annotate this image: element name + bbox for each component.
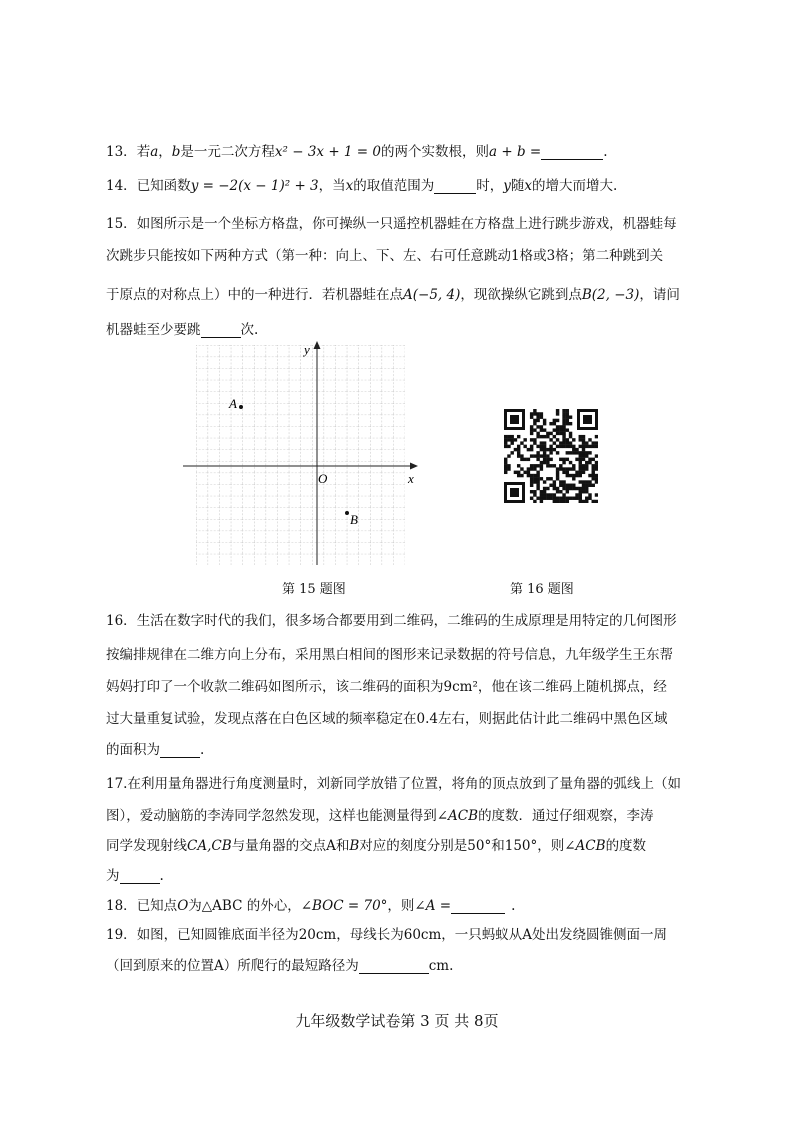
answer-blank-14[interactable] [434, 178, 476, 194]
point-b [345, 511, 349, 515]
grid-lines [196, 345, 405, 565]
question-15-line-3: 于原点的对称点上）中的一种进行．若机器蛙在点A(−5, 4)，现欲操纵它跳到点B(2, −3)，请问 [106, 287, 680, 303]
qr-code-figure [504, 409, 598, 503]
question-15-line-1: 15．如图所示是一个坐标方格盘，你可操纵一只遥控机器蛙在方格盘上进行跳步游戏，机器蛙每 [106, 216, 677, 232]
question-19-line-2: （回到原来的位置A）所爬行的最短路径为 cm. [106, 958, 454, 974]
answer-blank-15[interactable] [201, 322, 241, 338]
angle-boc: ∠BOC = 70° [300, 898, 388, 914]
question-17-line-3: 同学发现射线CA,CB与量角器的交点A和B对应的刻度分别是50°和150°，则∠ACB的度数 [106, 838, 647, 854]
question-16-line-1: 16．生活在数字时代的我们，很多场合都要用到二维码，二维码的生成原理是用特定的几何图形 [106, 613, 677, 629]
question-16-line-3: 妈妈打印了一个收款二维码如图所示，该二维码的面积为9cm²，他在该二维码上随机掷点，经 [106, 679, 667, 695]
question-17-line-2: 图），爱动脑筋的李涛同学忽然发现，这样也能测量得到∠ACB的度数．通过仔细观察，李涛 [106, 808, 654, 824]
q13-number: 13． [106, 144, 137, 160]
question-15-line-4: 机器蛙至少要跳 次. [106, 322, 259, 338]
question-19-line-1: 19．如图，已知圆锥底面半径为20cm，母线长为60cm，一只蚂蚁从A处出发绕圆锥侧面一周 [106, 927, 668, 943]
question-16-line-4: 过大量重复试验，发现点落在白色区域的频率稳定在0.4左右，则据此估计此二维码中黑色区域 [106, 711, 668, 727]
q14-function: y = −2(x − 1)² + 3 [190, 178, 319, 194]
answer-blank-19[interactable] [359, 958, 429, 974]
q17-number: 17. [106, 776, 128, 792]
figure-16-caption: 第 16 题图 [510, 582, 574, 597]
q13-equation: x² − 3x + 1 = 0 [274, 144, 381, 160]
q14-number: 14． [106, 178, 137, 194]
x-axis-label: x [408, 471, 414, 486]
origin-label: O [318, 471, 328, 486]
question-17-line-1: 17.在利用量角器进行角度测量时，刘新同学放错了位置，将角的顶点放到了量角器的弧线上（如 [106, 776, 681, 792]
point-a-coords: A(−5, 4) [403, 287, 461, 303]
cone-radius: 20cm [298, 927, 337, 943]
question-16-line-5: 的面积为 . [106, 742, 205, 758]
coordinate-grid-figure [178, 338, 424, 570]
question-18: 18．已知点O为△ABC 的外心，∠BOC = 70°，则∠A = . [106, 898, 516, 914]
point-a-label: A [229, 396, 237, 411]
answer-blank-18[interactable] [451, 898, 505, 914]
point-a [239, 405, 243, 409]
q16-number: 16． [106, 613, 137, 629]
question-16-line-2: 按编排规律在二维方向上分布，采用黑白相间的图形来记录数据的符号信息，九年级学生王东帮 [106, 647, 673, 663]
cone-slant: 60cm [403, 927, 442, 943]
question-14: 14．已知函数y = −2(x − 1)² + 3，当x的取值范围为 时，y随x的增大而增大. [106, 178, 618, 194]
white-frequency: 0.4 [416, 711, 438, 727]
y-axis-label: y [304, 342, 310, 357]
x-axis-arrow [410, 463, 418, 470]
point-b-coords: B(2, −3) [581, 287, 640, 303]
question-17-line-4: 为 . [106, 868, 164, 884]
answer-blank-16[interactable] [160, 742, 200, 758]
question-13: 13．若a，b是一元二次方程x² − 3x + 1 = 0的两个实数根，则a + b = . [106, 144, 608, 160]
page-footer: 九年级数学试卷第 3 页 共 8页 [295, 1012, 499, 1030]
q18-number: 18． [106, 898, 137, 914]
point-b-label: B [350, 512, 358, 527]
figure-15-caption: 第 15 题图 [282, 582, 346, 597]
question-15-line-2: 次跳步只能按如下两种方式（第一种：向上、下、左、右可任意跳动1格或3格；第二种跳到关 [106, 248, 664, 264]
qr-area: 9cm² [443, 679, 478, 695]
answer-blank-13[interactable] [541, 144, 603, 160]
angle-acb: ∠ACB [436, 808, 479, 824]
rays-ca-cb: CA,CB [187, 838, 232, 854]
q19-number: 19． [106, 927, 137, 943]
q15-number: 15． [106, 216, 137, 232]
answer-blank-17[interactable] [120, 868, 160, 884]
